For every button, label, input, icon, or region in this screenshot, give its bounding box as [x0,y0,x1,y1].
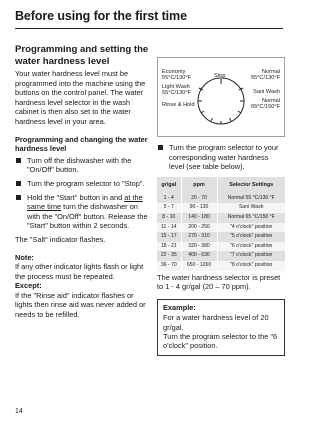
table-cell: 22 - 35 [157,251,181,261]
example-line-1: For a water hardness level of 20 gr/gal. [163,313,269,332]
table-cell: "6 o'clock" position [217,242,285,252]
header-ppm: ppm [181,177,217,194]
dial-label-economy [162,69,191,81]
table-cell: Normal 55 °C/130 °F [217,194,285,204]
table-cell: 650 - 1260 [181,261,217,271]
selector-step-list [157,143,285,172]
dial-normal-65-temp: 65°C/150°F [250,104,280,111]
step-text: Turn the program selector to "Stop". [27,178,145,188]
table-cell: 8 - 10 [157,213,181,223]
table-row [157,194,285,204]
table-body [157,194,285,271]
step-item [15,156,149,175]
dial-label-normal-65 [251,98,280,110]
table-cell: 11 - 14 [157,223,181,233]
table-cell: Normal 65 °C/150 °F [217,213,285,223]
table-cell: 200 - 250 [181,223,217,233]
table-row [157,203,285,213]
section-title: Programming and setting the water hardness level [15,44,149,67]
step-text-before: Hold the "Start" button in and [27,192,125,202]
intro-paragraph [15,69,149,127]
table-cell: 320 - 380 [181,242,217,252]
dial-normal-55-temp: 55°C/130°F [250,75,280,82]
table-row [157,223,285,233]
dial-normal-55-name: Normal [261,69,280,75]
table-cell: "8 o'clock" position [217,261,285,271]
water-hardness-table [157,177,285,271]
table-cell: 5 - 7 [157,203,181,213]
right-column [157,57,285,356]
intro-text: Your water hardness level must be programmed into the machine using the buttons on the control panel. The water hardness level selector in the wash cabinet is then also set to the water hardness level in your area. [15,69,146,126]
header-selector-settings: Selector Settings [217,177,285,194]
dial-label-normal-55 [251,69,280,81]
program-selector-diagram [157,57,285,137]
table-cell: 1 - 4 [157,194,181,204]
steps-list [15,156,149,231]
dial-economy-name: Economy [162,69,186,75]
dial-light-wash-temp: 55°C/130°F [162,90,192,97]
example-box [157,299,285,356]
except-label: Except: [15,281,42,291]
dial-normal-65-name: Normal [261,98,280,104]
example-label: Example: [163,302,196,312]
selector-step-text: Turn the program selector to your corresponding water hardness level (see table below). [169,143,279,172]
dial-label-stop: Stop [214,73,226,79]
dial-label-light-wash [162,84,191,96]
header-divider [15,28,283,29]
step-item [15,179,149,189]
table-cell: 400 - 630 [181,251,217,261]
preset-text: The water hardness selector is preset to 1 - 4 gr/gal (20 – 70 ppm). [157,272,281,292]
dial-label-rinse-hold: Rinse & Hold [162,102,195,108]
table-cell: "5 o'clock" position [217,232,285,242]
table-header-row [157,177,285,194]
table-cell: 270 - 310 [181,232,217,242]
header-gr-gal: gr/gal [157,177,181,194]
dial-economy-temp: 55°C/130°F [162,75,192,82]
step-item [15,193,149,231]
table-cell: "4 o'clock" position [217,223,285,233]
table-row [157,251,285,261]
table-row [157,232,285,242]
page-header-title: Before using for the first time [15,9,187,23]
table-row [157,261,285,271]
step-text-after: turn the dishwasher on with the "On/Off" button. Release the "Start" button within 2 seconds. [27,202,148,231]
note-text: If any other indicator lights flash or light the process must be repeated. [15,262,144,281]
left-column [15,44,149,320]
table-row [157,242,285,252]
step-text-underlined: at the same time [27,192,143,212]
example-line-2: Turn the program selector to the "6 o'clock" position. [163,331,278,351]
table-cell: "7 o'clock" position [217,251,285,261]
programming-subhead: Programming and changing the water hardness level [15,134,148,154]
table-cell: 20 - 70 [181,194,217,204]
selector-step-item [157,143,285,172]
dial-label-sani-wash: Sani Wash [253,89,280,95]
page-number: 14 [15,408,23,415]
note-label: Note: [15,252,34,262]
table-row [157,213,285,223]
table-cell: 18 - 21 [157,242,181,252]
table-cell: 140 - 180 [181,213,217,223]
step-text: Turn off the dishwasher with the "On/Off" button. [27,155,132,175]
table-cell: 36 - 70 [157,261,181,271]
table-cell: 90 - 130 [181,203,217,213]
salt-text: The "Salt" indicator flashes. [15,234,106,244]
table-cell: Sani Wash [217,203,285,213]
except-text: If the "Rinse aid" indicator flashes or lights then rinse aid was never added or needs to be refilled. [15,290,146,320]
dial-light-wash-name: Light Wash [162,84,190,90]
table-cell: 15 - 17 [157,232,181,242]
